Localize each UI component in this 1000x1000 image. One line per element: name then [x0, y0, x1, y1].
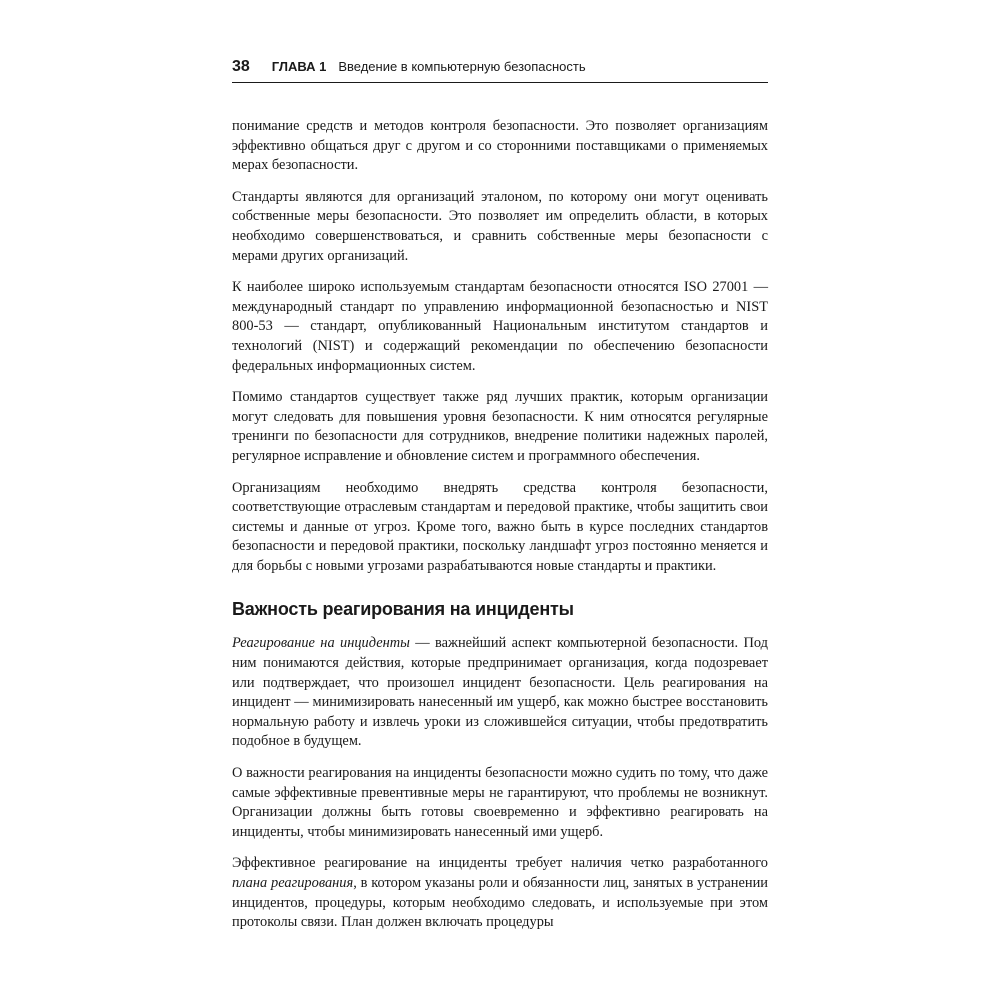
chapter-title: Введение в компьютерную безопасность: [338, 59, 586, 74]
paragraph-text: Эффективное реагирование на инциденты требует наличия четко разработанного: [232, 855, 768, 872]
term-response-plan: плана реагирования: [232, 875, 354, 891]
header-divider: [232, 82, 768, 83]
running-header: [232, 58, 768, 82]
term-incident-response: Реагирование на инциденты: [232, 635, 410, 652]
paragraph: понимание средств и методов контроля безопасности. Это позволяет организациям эффективно общаться друг с другом и со сторонними поставщиками о применяемых мерах безопасности.: [232, 118, 768, 174]
paragraph: О важности реагирования на инциденты безопасности можно судить по тому, что даже самые эффективные превентивные меры не гарантируют, что проблемы не возникнут. Организации должны быть готовы своевременно и эффективно реагировать на инциденты, чтобы минимизировать нанесенный ими ущерб.: [232, 765, 768, 840]
section-heading: Важность реагирования на инциденты: [232, 599, 574, 620]
paragraph: [232, 634, 768, 752]
paragraph: [232, 854, 768, 932]
paragraph: Стандарты являются для организаций эталоном, по которому они могут оценивать собственные меры безопасности. Это позволяет им определить области, в которых необходимо совершенствоваться, и сравнить собственные меры безопасности с мерами других организаций.: [232, 188, 768, 264]
paragraph-text: — важнейший аспект компьютерной безопасности. Под ним понимаются действия, которые предпринимает организация, когда подозревает или подтверждает, что произошел инцидент безопасности. Цель реагирования на инцидент — минимизировать нанесенный им ущерб, как можно быстрее восстановить нормальную работу и извлечь уроки из сложившейся ситуации, чтобы предотвратить подобное в будущем.: [232, 635, 768, 750]
chapter-label: ГЛАВА 1: [271, 59, 327, 74]
body-text: [232, 117, 768, 945]
paragraph-text: , в котором указаны роли и обязанности лиц, занятых в устранении инцидентов, процедуры, которым необходимо следовать, и используемые при этом протоколы связи. План должен включать процедуры: [232, 875, 768, 931]
paragraph: К наиболее широко используемым стандартам безопасности относятся ISO 27001 — международный стандарт по управлению информационной безопасностью и NIST 800-53 — стандарт, опубликованный Национальным институтом стандартов и технологий (NIST) и содержащий рекомендации по обеспечению безопасности федеральных информационных систем.: [232, 279, 768, 374]
paragraph: Организациям необходимо внедрять средства контроля безопасности, соответствующие отраслевым стандартам и передовой практике, чтобы защитить свои системы и данные от угроз. Кроме того, важно быть в курсе последних стандартов безопасности и передовой практики, поскольку ландшафт угроз постоянно меняется и для борьбы с новыми угрозами разрабатываются новые стандарты и практики.: [232, 479, 768, 574]
paragraph: Помимо стандартов существует также ряд лучших практик, которым организации могут следовать для повышения уровня безопасности. К ним относятся регулярные тренинги по безопасности для сотрудников, внедрение политики надежных паролей, регулярное исправление и обновление систем и программного обеспечения.: [232, 389, 768, 464]
page-number: 38: [232, 58, 250, 75]
